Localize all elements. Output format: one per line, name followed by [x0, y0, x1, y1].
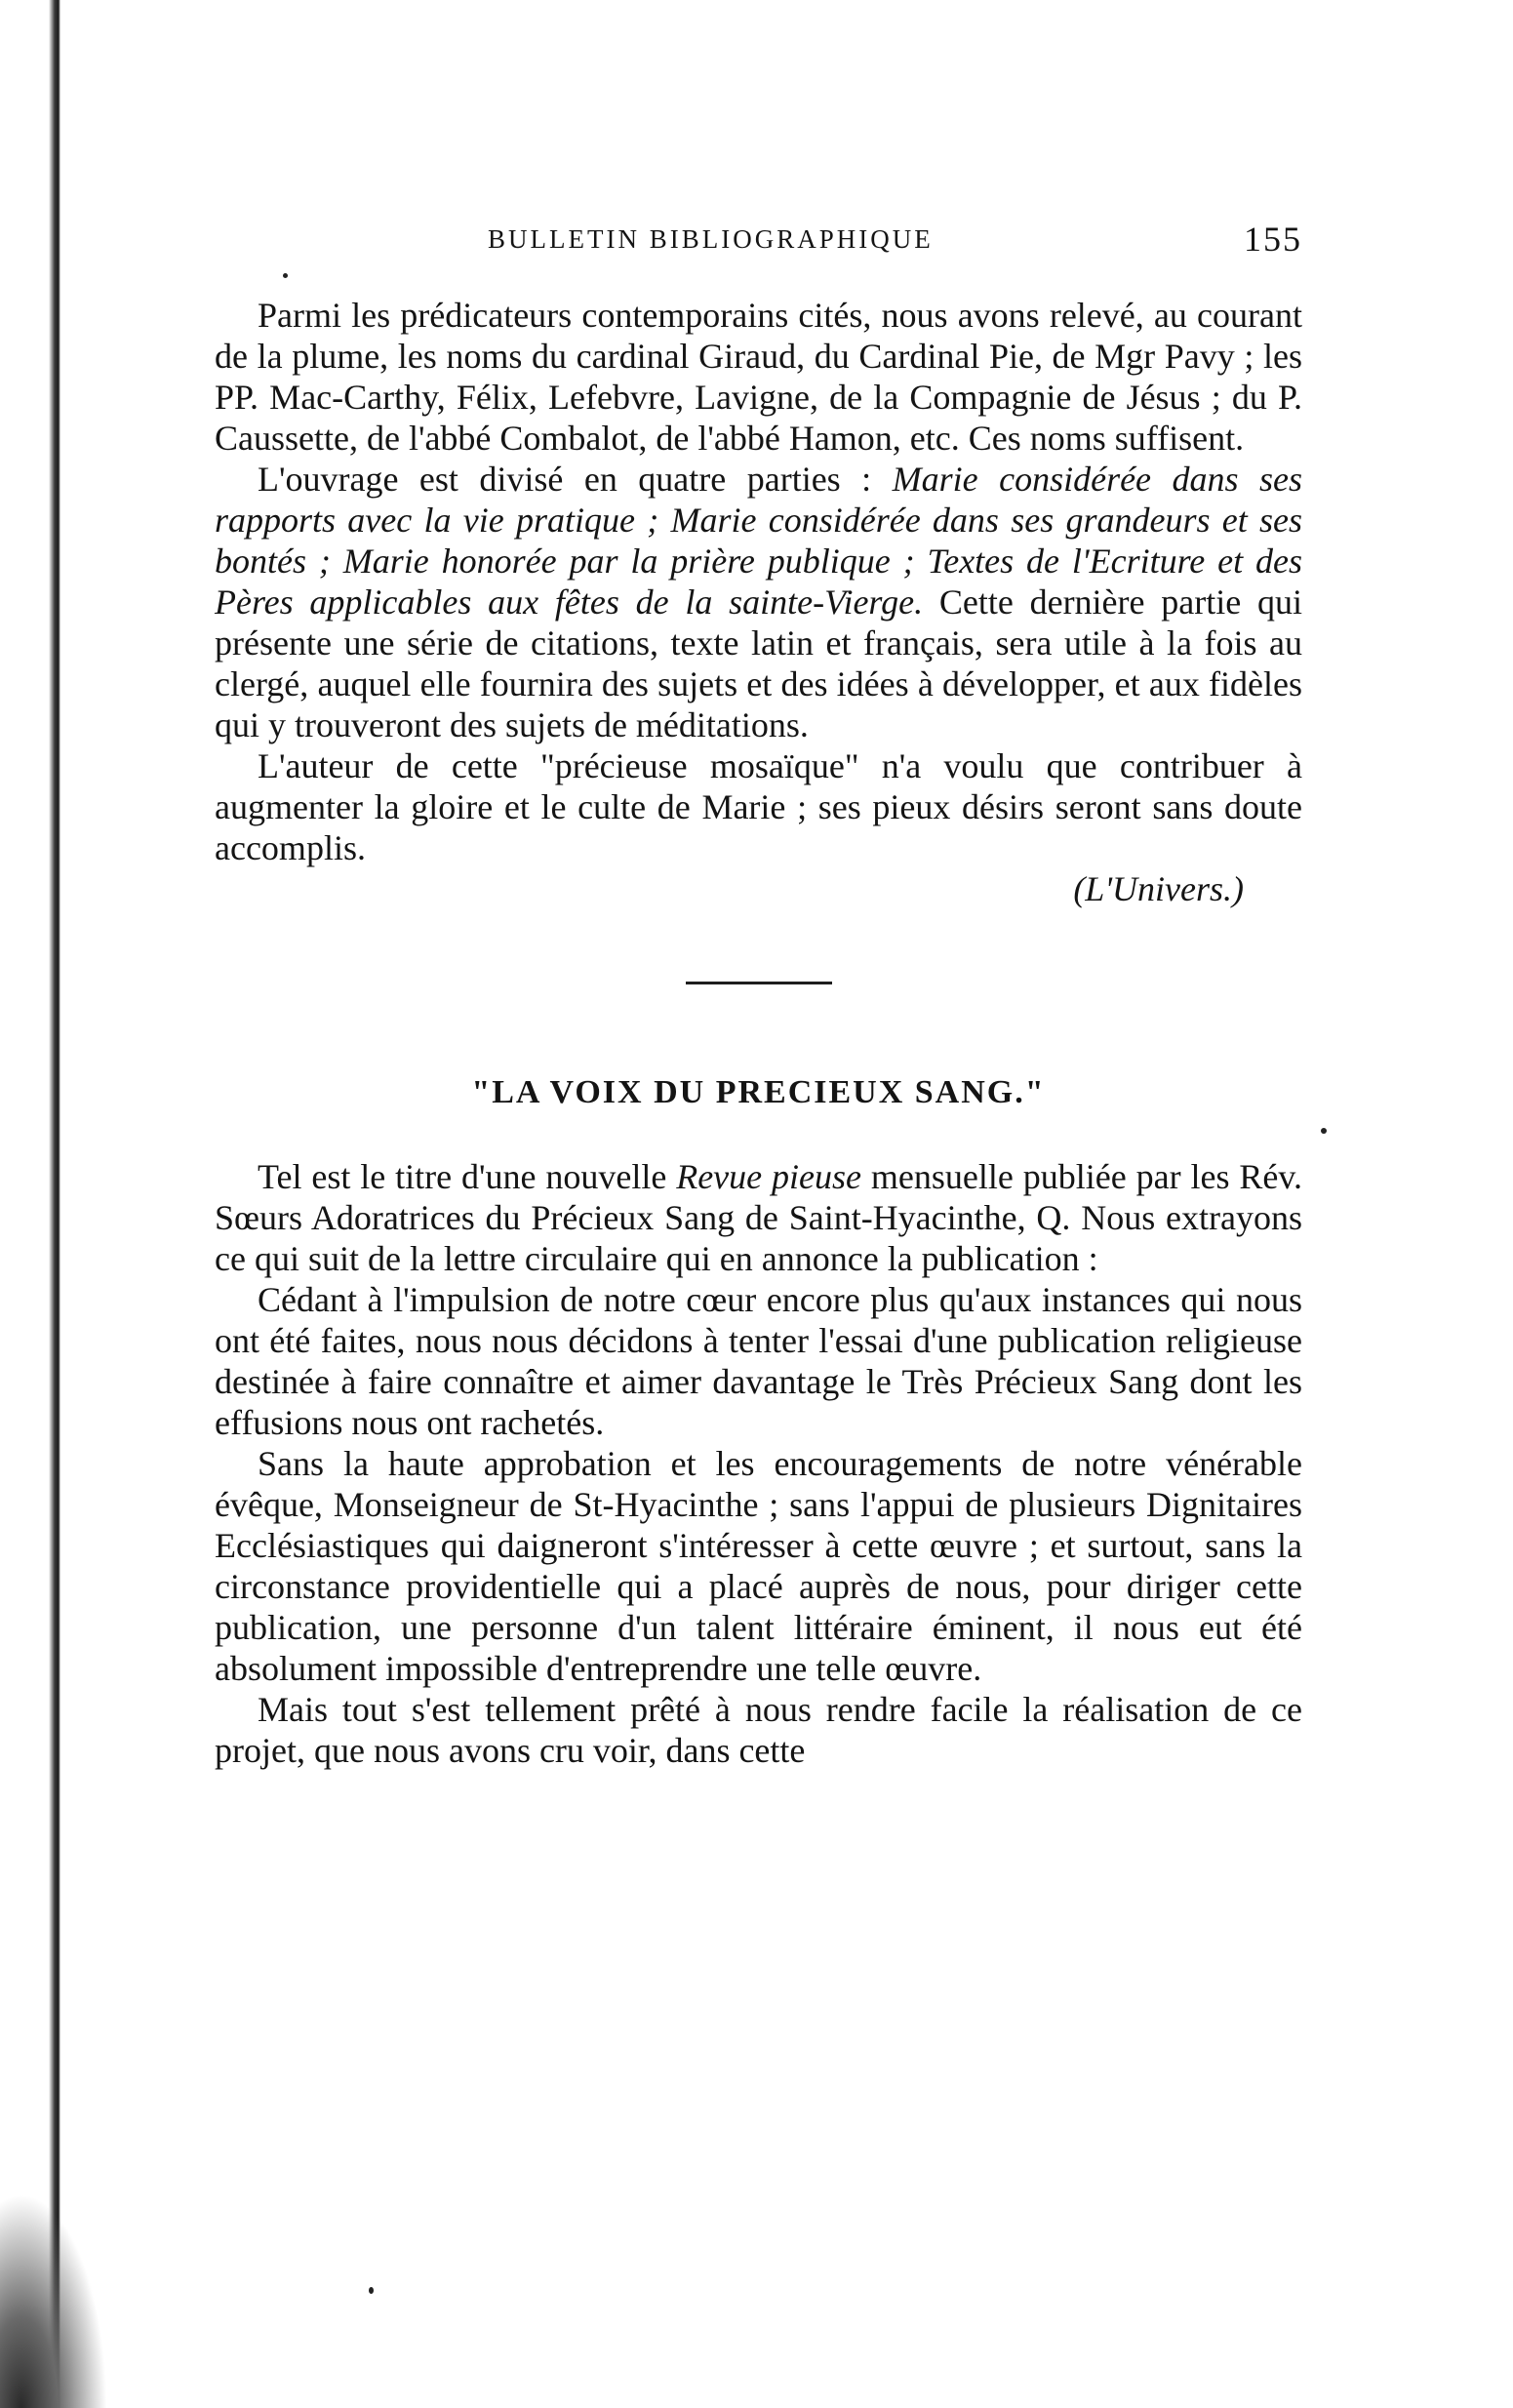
text-segment: mensuelle publiée par les Rév. Sœurs Adoratrices du Précieux Sang de Saint-Hyacinthe, Q. Nous extrayons ce qui suit de la lettre circulaire qui en annonce la publication : [215, 1157, 1302, 1278]
running-head [215, 220, 1302, 283]
text-segment: Cette dernière partie qui présente une série de citations, texte latin et français, sera utile à la fois au clergé, auquel elle fournira des sujets et des idées à développer, et aux fidèles qui y trouveront des sujets de méditations. [215, 582, 1302, 744]
binding-shadow [0, 2193, 107, 2408]
section-2-body [215, 1156, 1302, 1771]
paragraph [215, 1156, 1302, 1279]
binding-edge [0, 0, 60, 2408]
text-segment: Tel est le titre d'une nouvelle [258, 1157, 677, 1196]
paragraph [215, 1443, 1302, 1689]
text-segment: Mais tout s'est tellement prêté à nous rendre facile la réalisation de ce projet, que nous avons cru voir, dans cette [215, 1690, 1302, 1770]
citation: (L'Univers.) [1073, 869, 1244, 908]
speck-mark [369, 2287, 374, 2294]
italic-text: Marie considérée dans ses rapports avec la vie pratique ; Marie considérée dans ses grandeurs et ses bontés ; Marie honorée par la prière publique ; Textes de l'Ecriture et des Pères applicables aux fêtes de la sainte-Vierge. [215, 460, 1302, 622]
paragraph [215, 295, 1302, 459]
speck-mark [1321, 1128, 1327, 1134]
text-segment: Cédant à l'impulsion de notre cœur encore plus qu'aux instances qui nous ont été faites, nous nous décidons à tenter l'essai d'une publication religieuse destinée à faire connaître et aimer davantage le Très Précieux Sang dont les effusions nous ont rachetés. [215, 1280, 1302, 1442]
text-segment: L'ouvrage est divisé en quatre parties : [258, 460, 893, 499]
paragraph [215, 1279, 1302, 1443]
running-title: BULLETIN BIBLIOGRAPHIQUE [488, 224, 934, 254]
paragraph [215, 459, 1302, 745]
page [215, 220, 1302, 1771]
text-segment: Sans la haute approbation et les encouragements de notre vénérable évêque, Monseigneur de St-Hyacinthe ; sans l'appui de plusieurs Dignitaires Ecclésiastiques qui daigneront s'intéresser à cette œuvre ; et surtout, sans la circonstance providentielle qui a placé auprès de nous, pour diriger cette publication, une personne d'un talent littéraire éminent, il nous eut été absolument impossible d'entreprendre une telle œuvre. [215, 1444, 1302, 1688]
text-segment: Parmi les prédicateurs contemporains cités, nous avons relevé, au courant de la plume, les noms du cardinal Giraud, du Cardinal Pie, de Mgr Pavy ; les PP. Mac-Carthy, Félix, Lefebvre, Lavigne, de la Compagnie de Jésus ; du P. Caussette, de l'abbé Combalot, de l'abbé Hamon, etc. Ces noms suffisent. [215, 296, 1302, 458]
italic-text: Revue pieuse [676, 1157, 861, 1196]
section-divider [686, 982, 832, 984]
paragraph [215, 1689, 1302, 1771]
section-1-body [215, 295, 1302, 868]
section-heading: "LA VOIX DU PRECIEUX SANG." [471, 1074, 1046, 1110]
page-number: 155 [1244, 220, 1302, 259]
paragraph [215, 745, 1302, 868]
text-segment: L'auteur de cette "précieuse mosaïque" n'a voulu que contribuer à augmenter la gloire et le culte de Marie ; ses pieux désirs seront sans doute accomplis. [215, 746, 1302, 867]
